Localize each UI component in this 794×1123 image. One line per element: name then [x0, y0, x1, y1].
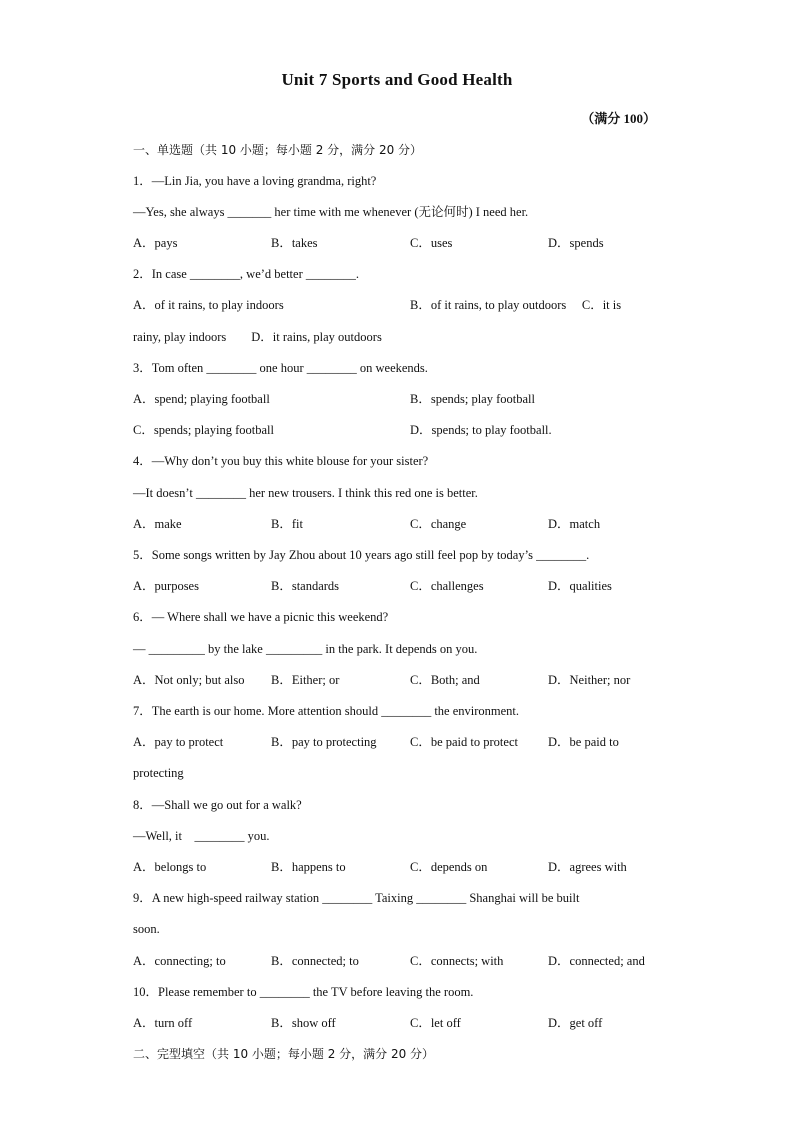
option-d[interactable]: D．agrees with — [548, 860, 627, 874]
option-b[interactable]: B．pay to protecting — [271, 735, 377, 749]
option-a[interactable]: A．turn off — [133, 1016, 193, 1030]
question-5-options — [133, 578, 673, 594]
option-a[interactable]: A．of it rains, to play indoors — [133, 298, 284, 312]
option-b-c[interactable]: B．of it rains, to play outdoors C．it is — [410, 298, 622, 312]
option-d[interactable]: D．get off — [548, 1016, 603, 1030]
option-b[interactable]: B．happens to — [271, 860, 346, 874]
question-5-stem: 5．Some songs written by Jay Zhou about 10 years ago still feel pop by today’s ________. — [133, 548, 590, 562]
option-b[interactable]: B．spends; play football — [410, 392, 535, 406]
question-10-stem: 10．Please remember to ________ the TV before leaving the room. — [133, 985, 474, 999]
option-d[interactable]: D．qualities — [548, 579, 612, 593]
section-heading-2: 二、完型填空（共 10 小题；每小题 2 分，满分 20 分） — [133, 1047, 435, 1061]
option-b[interactable]: B．takes — [271, 236, 318, 250]
option-a[interactable]: A．pay to protect — [133, 735, 224, 749]
question-9-stem-2: soon. — [133, 922, 160, 936]
option-c[interactable]: C．be paid to protect — [410, 735, 518, 749]
question-8-stem-2: —Well, it ________ you. — [133, 829, 270, 843]
option-a[interactable]: A．purposes — [133, 579, 199, 593]
section-heading-1: 一、单选题（共 10 小题；每小题 2 分，满分 20 分） — [133, 143, 423, 157]
question-10-options — [133, 1015, 673, 1031]
question-6-options — [133, 672, 673, 688]
option-b[interactable]: B．standards — [271, 579, 340, 593]
question-3-options-row-2 — [133, 422, 673, 438]
option-d[interactable]: D．match — [548, 517, 601, 531]
option-d[interactable]: D．spends — [548, 236, 604, 250]
question-7-stem: 7．The earth is our home. More attention should ________ the environment. — [133, 704, 520, 718]
question-9-stem: 9．A new high-speed railway station ________ Taixing ________ Shanghai will be built — [133, 891, 580, 905]
option-c[interactable]: C．let off — [410, 1016, 461, 1030]
question-3-options-row-1 — [133, 391, 673, 407]
option-a[interactable]: A．spend; playing football — [133, 392, 270, 406]
option-d[interactable]: D．connected; and — [548, 954, 645, 968]
page-title: Unit 7 Sports and Good Health — [281, 70, 513, 89]
option-c[interactable]: C．depends on — [410, 860, 488, 874]
question-1-options — [133, 235, 673, 251]
option-c[interactable]: C．change — [410, 517, 467, 531]
question-9-options — [133, 953, 673, 969]
question-6-stem-2: — _________ by the lake _________ in the park. It depends on you. — [133, 642, 478, 656]
question-4-stem-2: —It doesn’t ________ her new trousers. I think this red one is better. — [133, 486, 478, 500]
option-d[interactable]: D．be paid to — [548, 735, 619, 749]
option-a[interactable]: A．connecting; to — [133, 954, 226, 968]
question-2-stem: 2．In case ________, we’d better ________. — [133, 267, 359, 281]
option-d[interactable]: D．spends; to play football. — [410, 423, 552, 437]
question-2-options-continued[interactable]: rainy, play indoors D．it rains, play outdoors — [133, 330, 382, 344]
option-a[interactable]: A．make — [133, 517, 182, 531]
option-c[interactable]: C．challenges — [410, 579, 484, 593]
question-6-stem: 6．— Where shall we have a picnic this weekend? — [133, 610, 389, 624]
option-a[interactable]: A．pays — [133, 236, 178, 250]
option-d[interactable]: D．Neither; nor — [548, 673, 631, 687]
question-7-options — [133, 734, 673, 750]
question-8-options — [133, 859, 673, 875]
option-b[interactable]: B．connected; to — [271, 954, 359, 968]
question-4-options — [133, 516, 673, 532]
question-1-stem: 1．—Lin Jia, you have a loving grandma, right? — [133, 174, 377, 188]
option-b[interactable]: B．Either; or — [271, 673, 340, 687]
question-7-option-d-continued[interactable]: protecting — [133, 766, 184, 780]
option-b[interactable]: B．show off — [271, 1016, 336, 1030]
option-c[interactable]: C．connects; with — [410, 954, 504, 968]
option-a[interactable]: A．Not only; but also — [133, 673, 245, 687]
question-8-stem: 8．—Shall we go out for a walk? — [133, 798, 302, 812]
question-4-stem: 4．—Why don’t you buy this white blouse for your sister? — [133, 454, 429, 468]
question-2-options — [133, 297, 673, 313]
option-c[interactable]: C．uses — [410, 236, 453, 250]
option-c[interactable]: C．Both; and — [410, 673, 480, 687]
option-a[interactable]: A．belongs to — [133, 860, 207, 874]
option-c[interactable]: C．spends; playing football — [133, 423, 274, 437]
option-b[interactable]: B．fit — [271, 517, 303, 531]
question-3-stem: 3．Tom often ________ one hour ________ on weekends. — [133, 361, 428, 375]
question-1-stem-2: —Yes, she always _______ her time with me whenever (无论何时) I need her. — [133, 205, 529, 219]
total-score: （满分 100） — [581, 111, 656, 126]
